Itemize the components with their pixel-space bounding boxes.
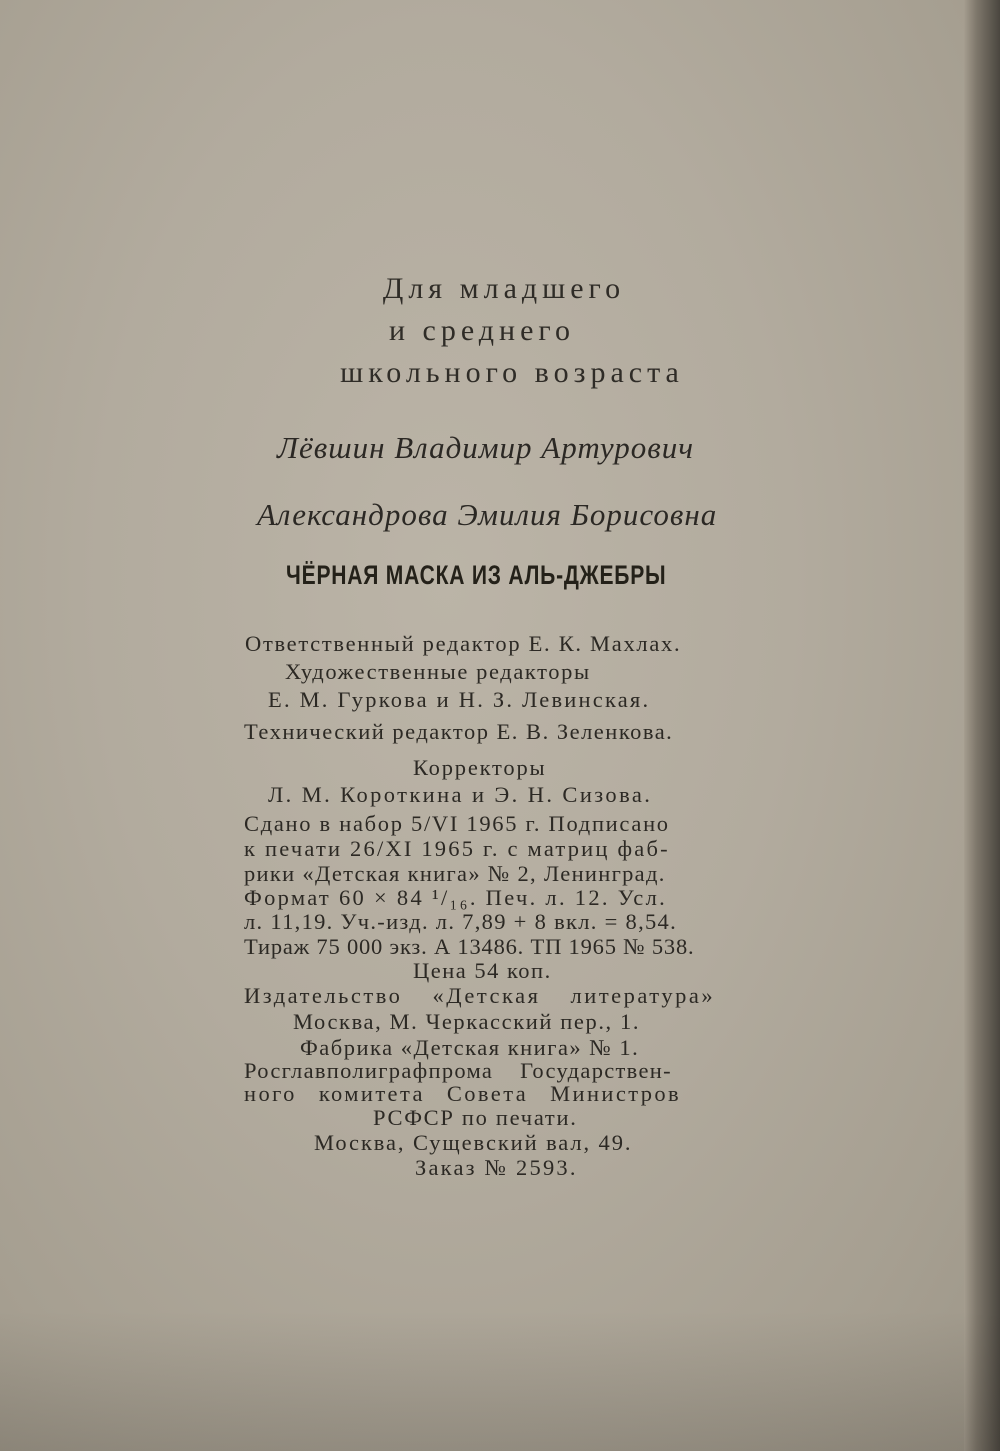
imprint-line: Москва, М. Черкасский пер., 1. — [293, 1009, 641, 1034]
author-2: Александрова Эмилия Борисовна — [257, 497, 718, 532]
imprint-line: Заказ № 2593. — [415, 1155, 578, 1180]
imprint-line: Формат 60 × 84 ¹/₁₆. Печ. л. 12. Усл. — [244, 885, 668, 910]
imprint-line: Москва, Сущевский вал, 49. — [314, 1130, 633, 1155]
imprint-line: Художественные редакторы — [285, 659, 591, 684]
imprint-line: Издательство «Детская литература» — [244, 983, 716, 1008]
audience-line-1: Для младшего — [382, 272, 626, 305]
imprint-line: рики «Детская книга» № 2, Ленинград. — [244, 861, 666, 886]
audience-line-2: и среднего — [389, 314, 575, 347]
page-edge-shadow — [964, 0, 1000, 1451]
imprint-line: л. 11,19. Уч.-изд. л. 7,89 + 8 вкл. = 8,54. — [244, 909, 678, 934]
imprint-line: ного комитета Совета Министров — [244, 1081, 682, 1106]
imprint-line: РСФСР по печати. — [373, 1105, 578, 1130]
imprint-line: Л. М. Короткина и Э. Н. Сизова. — [268, 782, 653, 807]
imprint-line: Фабрика «Детская книга» № 1. — [300, 1035, 640, 1060]
author-1: Лёвшин Владимир Артурович — [277, 430, 695, 465]
imprint-line: Ответственный редактор Е. К. Махлах. — [245, 631, 682, 656]
imprint-line: Корректоры — [413, 755, 547, 780]
imprint-line: Цена 54 коп. — [413, 958, 552, 983]
imprint-line: Е. М. Гуркова и Н. З. Левинская. — [268, 687, 651, 712]
page-bottom-shadow — [0, 1311, 1000, 1451]
book-title: ЧЁРНАЯ МАСКА ИЗ АЛЬ-ДЖЕБРЫ — [286, 560, 667, 590]
imprint-line: к печати 26/XI 1965 г. с матриц фаб- — [244, 836, 670, 861]
imprint-line: Тираж 75 000 экз. А 13486. ТП 1965 № 538. — [244, 934, 695, 959]
imprint-line: Росглавполиграфпрома Государствен- — [244, 1058, 672, 1083]
audience-line-3: школьного возраста — [340, 356, 684, 389]
imprint-line: Технический редактор Е. В. Зеленкова. — [244, 719, 674, 744]
imprint-line: Сдано в набор 5/VI 1965 г. Подписано — [244, 811, 670, 836]
